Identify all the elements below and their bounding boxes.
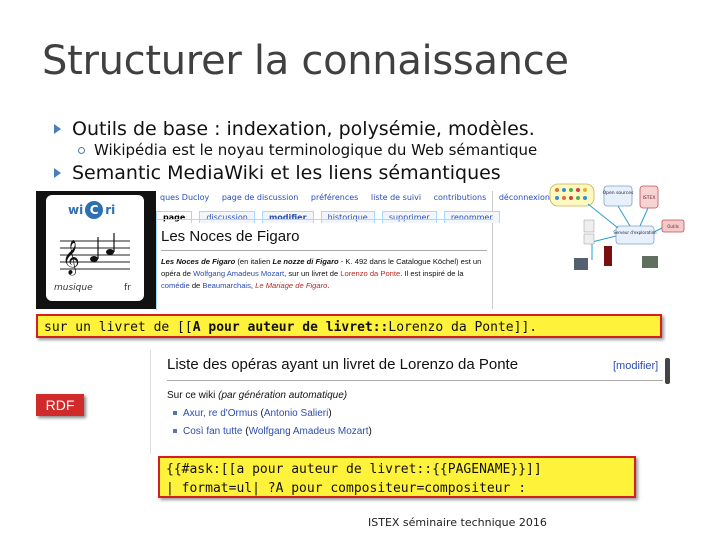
logo-lang-label: fr <box>124 283 131 293</box>
tab-page[interactable]: page <box>156 211 192 223</box>
ask-query-line: {{#ask:[[a pour auteur de livret::{{PAGENAME}}]] <box>166 462 542 477</box>
contributions-link[interactable]: contributions <box>433 193 487 202</box>
link-da-ponte[interactable]: Lorenzo da Ponte <box>340 269 401 278</box>
diagram-node-tools <box>550 184 594 206</box>
diagram-label-serveur: Serveur d'exploration <box>613 230 657 235</box>
diagram-node-page <box>584 220 594 232</box>
wiki-content-area <box>156 219 493 310</box>
diagram-node-photo <box>642 256 658 268</box>
semantic-link-code: sur un livret de [[A pour auteur de livret::Lorenzo da Ponte]]. <box>36 314 662 338</box>
diagram-node-book <box>604 246 612 266</box>
user-link[interactable]: ques Ducloy <box>160 193 210 202</box>
list-bullet-icon <box>173 429 177 433</box>
link-mariage-de-figaro[interactable]: Le Mariage de Figaro <box>255 281 328 290</box>
link-comedie[interactable]: comédie <box>161 281 190 290</box>
composer-link[interactable]: Antonio Salieri <box>263 408 329 419</box>
heading-divider <box>161 250 487 251</box>
bullet-semantic-mediawiki <box>72 162 501 184</box>
list-item: Così fan tutte (Wolfgang Amadeus Mozart) <box>173 426 372 437</box>
bullet-outils <box>72 118 535 140</box>
opera-list-screenshot <box>150 350 673 454</box>
diagram-node-photo <box>574 258 588 270</box>
tab-discussion[interactable]: discussion <box>199 211 254 223</box>
edit-section-link[interactable]: [modifier] <box>613 360 659 372</box>
architecture-diagram <box>548 180 688 280</box>
bullet-triangle-icon <box>54 124 61 134</box>
opera-link[interactable]: Così fan tutte <box>183 426 243 437</box>
tab-modifier[interactable]: modifier <box>262 211 314 223</box>
wiki-paragraph: Les Noces de Figaro (en italien Le nozze di Figaro - K. 492 dans le Catalogue Köchel) est un opéra de Wolfgang Amadeus Mozart, sur un livret de Lorenzo da Ponte. Il est inspiré de la comédie de Beaumarchais, Le Mariage de Figaro. <box>161 257 482 290</box>
list-item: Axur, re d'Ormus (Antonio Salieri) <box>173 408 332 419</box>
diagram-node-open-sources <box>604 186 632 206</box>
logout-link[interactable]: déconnexion <box>498 193 550 202</box>
scrollbar[interactable] <box>665 358 670 384</box>
ask-query-line: | format=ul| ?A pour compositeur=compositeur : <box>166 481 527 496</box>
list-subheading: Sur ce wiki (par génération automatique) <box>167 390 348 401</box>
opera-link[interactable]: Axur, re d'Ormus <box>183 408 258 419</box>
heading-divider <box>167 380 663 381</box>
sub-bullet-wikipedia <box>94 141 537 159</box>
sub-bullet-text: Wikipédia est le noyau terminologique du Web sémantique <box>94 141 538 159</box>
watchlist-link[interactable]: liste de suivi <box>370 193 422 202</box>
composer-link[interactable]: Wolfgang Amadeus Mozart <box>248 426 369 437</box>
wiki-logo-wordmark: wi C ri <box>68 203 116 217</box>
logo-musique-label: musique <box>54 283 93 293</box>
slide-footer: ISTEX séminaire technique 2016 <box>368 516 547 529</box>
music-staff-icon <box>60 233 130 273</box>
diagram-label-open-sources: Open sources <box>602 191 634 196</box>
page-tabs <box>156 205 502 222</box>
tab-supprimer[interactable]: supprimer <box>382 211 437 223</box>
talk-page-link[interactable]: page de discussion <box>221 193 299 202</box>
slide-title: Structurer la connaissance <box>42 38 569 84</box>
preferences-link[interactable]: préférences <box>310 193 359 202</box>
sub-bullet-ring-icon <box>78 147 85 154</box>
ask-query-code <box>158 456 636 498</box>
bullet-text: Semantic MediaWiki et les liens sémantiques <box>72 162 501 184</box>
diagram-node-serveur <box>616 226 654 244</box>
wiki-logo-panel <box>36 191 156 309</box>
diagram-label-istex: ISTEX <box>642 196 656 201</box>
wiki-page-screenshot <box>36 191 550 309</box>
bullet-triangle-icon <box>54 168 61 178</box>
diagram-node-page <box>584 234 594 244</box>
wiki-page-heading: Les Noces de Figaro <box>161 228 300 245</box>
rdf-badge: RDF <box>36 394 84 416</box>
tab-renommer[interactable]: renommer <box>444 211 500 223</box>
personal-toolbar <box>160 193 560 202</box>
list-heading: Liste des opéras ayant un livret de Lorenzo da Ponte <box>167 356 519 373</box>
diagram-label-outils: Outils <box>667 224 679 229</box>
link-mozart[interactable]: Wolfgang Amadeus Mozart <box>193 269 285 278</box>
bullet-text: Outils de base : indexation, polysémie, modèles. <box>72 118 535 140</box>
link-beaumarchais[interactable]: Beaumarchais <box>202 281 251 290</box>
tab-historique[interactable]: historique <box>321 211 375 223</box>
list-bullet-icon <box>173 411 177 415</box>
svg-text:𝄞: 𝄞 <box>62 240 80 275</box>
wiki-logo[interactable] <box>46 195 144 301</box>
